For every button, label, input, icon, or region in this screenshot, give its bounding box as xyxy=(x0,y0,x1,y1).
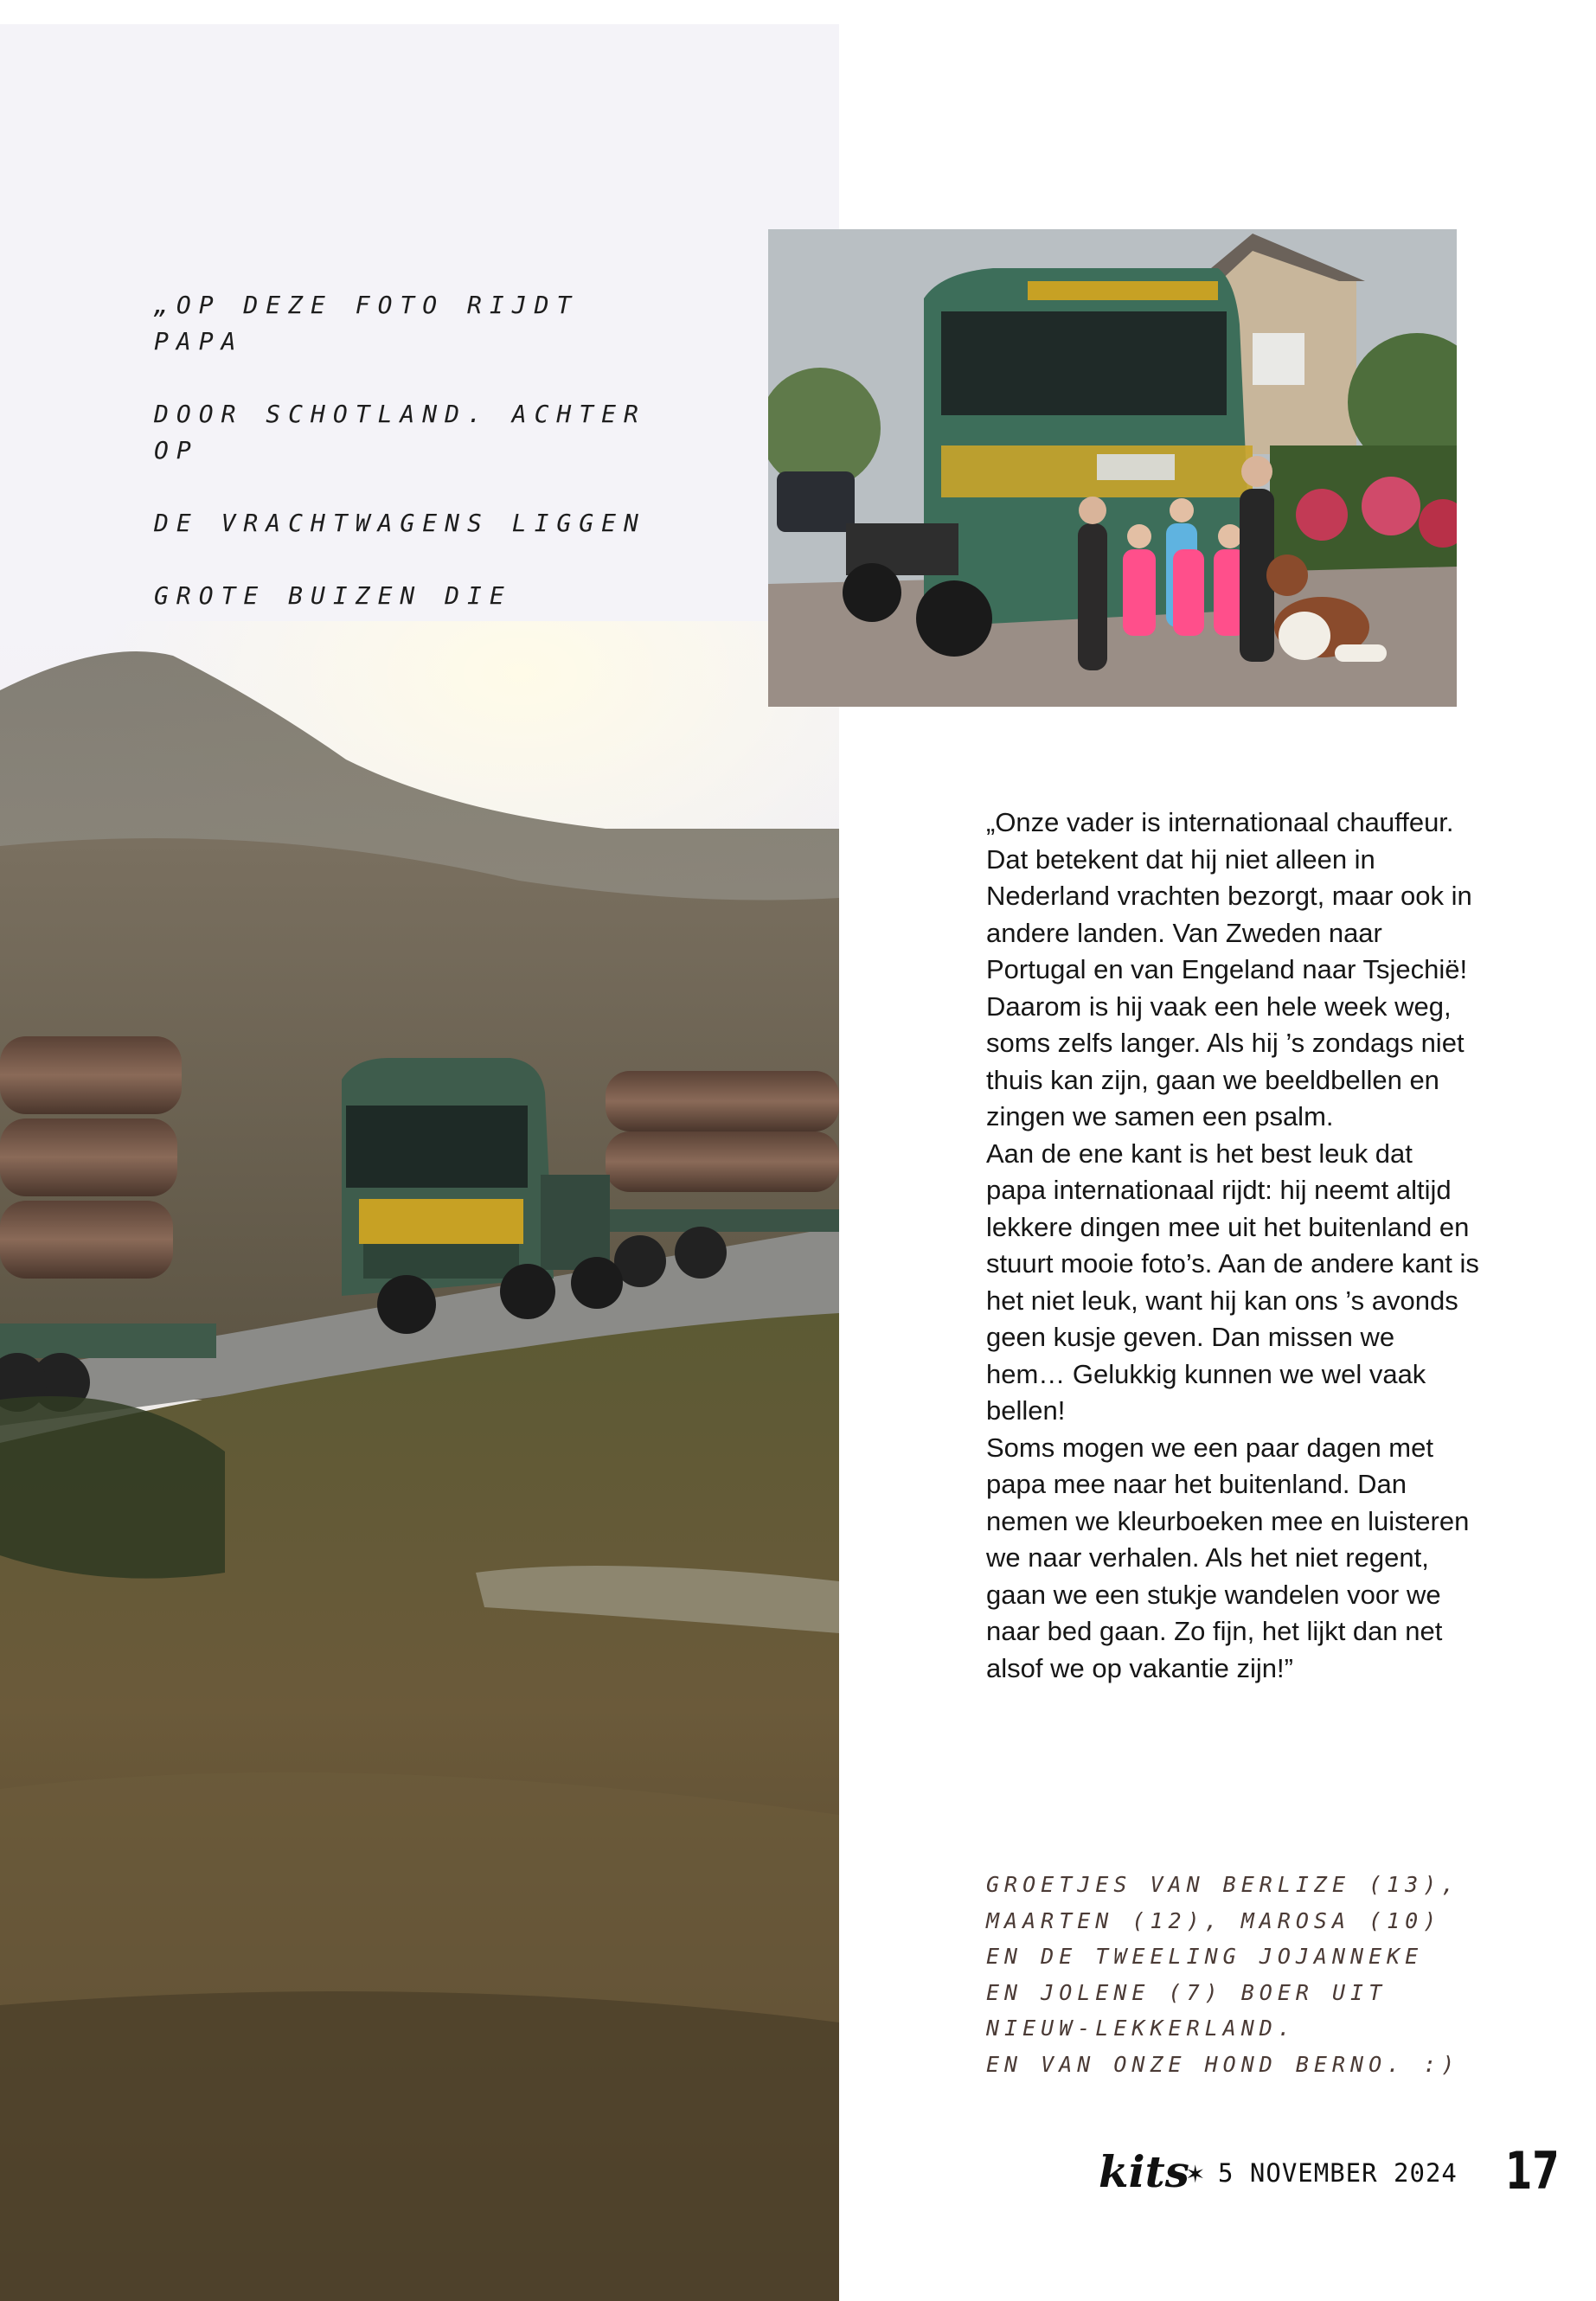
left-panel xyxy=(0,24,839,2301)
article-paragraph: „Onze vader is internationaal chauffeur. Dat betekent dat hij niet alleen in Nederland vrachten bezorgt, maar ook in andere landen. Van Zweden naar Portugal en van Engeland naar Tsjechië! Daarom is hij vaak een hele week weg, soms zelfs langer. Als hij ’s zondags niet thuis kan zijn, gaan we beeldbellen en zingen we samen een psalm. xyxy=(986,807,1472,1131)
caption-line: DE VRACHTWAGENS LIGGEN xyxy=(154,509,646,537)
signoff-line: EN DE TWEELING JOJANNEKE xyxy=(986,1944,1424,1969)
signoff-line: NIEUW-LEKKERLAND. xyxy=(986,2016,1296,2041)
signoff-line: EN VAN ONZE HOND BERNO. :) xyxy=(986,2051,1460,2077)
caption-line: GROTE BUIZEN DIE xyxy=(154,581,512,610)
star-icon: ✶ xyxy=(1185,2161,1206,2188)
page-number: 17 xyxy=(1505,2141,1560,2202)
caption-line: „OP DEZE FOTO RIJDT PAPA xyxy=(154,291,580,356)
article-body xyxy=(986,804,1479,1687)
signoff-line: GROETJES VAN BERLIZE (13), xyxy=(986,1872,1460,1897)
family-truck-photo xyxy=(768,229,1457,707)
page-footer xyxy=(1099,2141,1583,2202)
signoff xyxy=(986,1867,1505,2082)
signoff-line: MAARTEN (12), MAROSA (10) xyxy=(986,1907,1442,1933)
magazine-logo: kits xyxy=(1099,2146,1189,2197)
caption-line: DOOR SCHOTLAND. ACHTER OP xyxy=(154,400,646,465)
article-paragraph: Aan de ene kant is het best leuk dat papa internationaal rijdt: hij neemt altijd lekkere dingen mee uit het buitenland en stuurt mooie foto’s. Aan de andere kant is het niet leuk, want hij kan ons ’s avonds geen kusje geven. Dan missen we hem… Gelukkig kunnen we wel vaak bellen! xyxy=(986,1138,1479,1426)
issue-date: 5 NOVEMBER 2024 xyxy=(1218,2158,1458,2188)
signoff-line: EN JOLENE (7) BOER UIT xyxy=(986,1979,1388,2005)
article-paragraph: Soms mogen we een paar dagen met papa mee naar het buitenland. Dan nemen we kleurboeken mee en luisteren we naar verhalen. Als het niet regent, gaan we een stukje wandelen voor we naar bed gaan. Zo fijn, het lijkt dan net alsof we op vakantie zijn!” xyxy=(986,1432,1470,1683)
scotland-truck-photo xyxy=(0,621,839,2301)
